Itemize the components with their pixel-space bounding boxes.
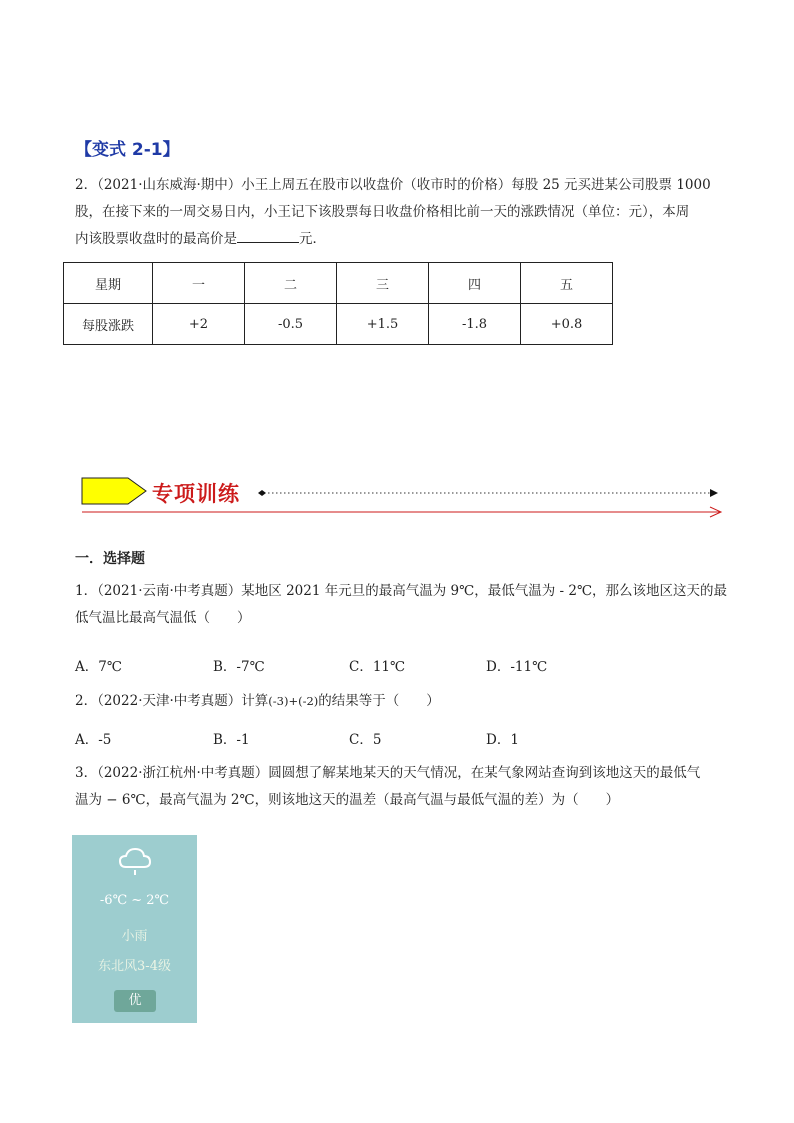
table-row: [64, 304, 613, 345]
temperature-range: -6℃ ~ 2℃: [99, 893, 170, 908]
weather-condition: 小雨: [121, 929, 148, 944]
stock-change-table: [63, 262, 613, 345]
part-heading: 一．选择题: [75, 551, 145, 567]
banner-arrow-shape: [82, 478, 146, 504]
option-c[interactable]: C．11℃: [349, 659, 406, 675]
question-2-options: [75, 728, 715, 748]
question-1-options: [75, 655, 715, 675]
section-title: 专项训练: [152, 482, 240, 506]
question-2: 2．（2022·天津·中考真题）计算(-3)+(-2)的结果等于（ ）: [75, 693, 440, 709]
table-cell: 一: [153, 263, 245, 304]
table-cell: -1.8: [429, 304, 521, 345]
table-cell: 三: [337, 263, 429, 304]
option-c[interactable]: C．5: [349, 732, 382, 748]
wind-info: 东北风3-4级: [98, 959, 171, 974]
arrowhead-icon: [710, 489, 718, 497]
diamond-icon: [258, 490, 266, 496]
cloud-rain-icon: [118, 847, 152, 877]
option-a[interactable]: A．-5: [75, 732, 112, 748]
table-cell: +0.8: [521, 304, 613, 345]
option-a[interactable]: A．7℃: [75, 659, 122, 675]
table-cell: +2: [153, 304, 245, 345]
air-quality-badge: 优: [114, 990, 156, 1012]
table-cell: 每股涨跌: [64, 304, 153, 345]
table-cell: -0.5: [245, 304, 337, 345]
option-b[interactable]: B．-7℃: [213, 659, 265, 675]
option-d[interactable]: D．-11℃: [486, 659, 548, 675]
table-cell: 四: [429, 263, 521, 304]
table-cell: +1.5: [337, 304, 429, 345]
option-d[interactable]: D．1: [486, 732, 519, 748]
table-cell: 星期: [64, 263, 153, 304]
question-3: 3．（2022·浙江杭州·中考真题）圆圆想了解某地某天的天气情况，在某气象网站查询到该地这天的最低气 温为 − 6℃，最高气温为 2℃，则该地这天的温差（最高气温与最低气温的差）为（ ）: [75, 765, 701, 808]
weather-card: [72, 835, 197, 1023]
math-expression: (-3)+(-2): [268, 694, 319, 708]
table-header-row: [64, 263, 613, 304]
option-b[interactable]: B．-1: [213, 732, 250, 748]
variant-question: 2．（2021·山东威海·期中）小王上周五在股市以收盘价（收市时的价格）每股 25 元买进某公司股票 1000 股，在接下来的一周交易日内，小王记下该股票每日收盘价格相比前一天的涨跌情况（单位：元），本周 内该股票收盘时的最高价是 元．: [75, 177, 711, 247]
answer-blank[interactable]: [237, 228, 299, 243]
table-cell: 二: [245, 263, 337, 304]
table-cell: 五: [521, 263, 613, 304]
variant-label: 【变式 2-1】: [75, 140, 180, 160]
question-1: 1．（2021·云南·中考真题）某地区 2021 年元旦的最高气温为 9℃，最低气温为 - 2℃，那么该地区这天的最 低气温比最高气温低（ ）: [75, 583, 728, 626]
